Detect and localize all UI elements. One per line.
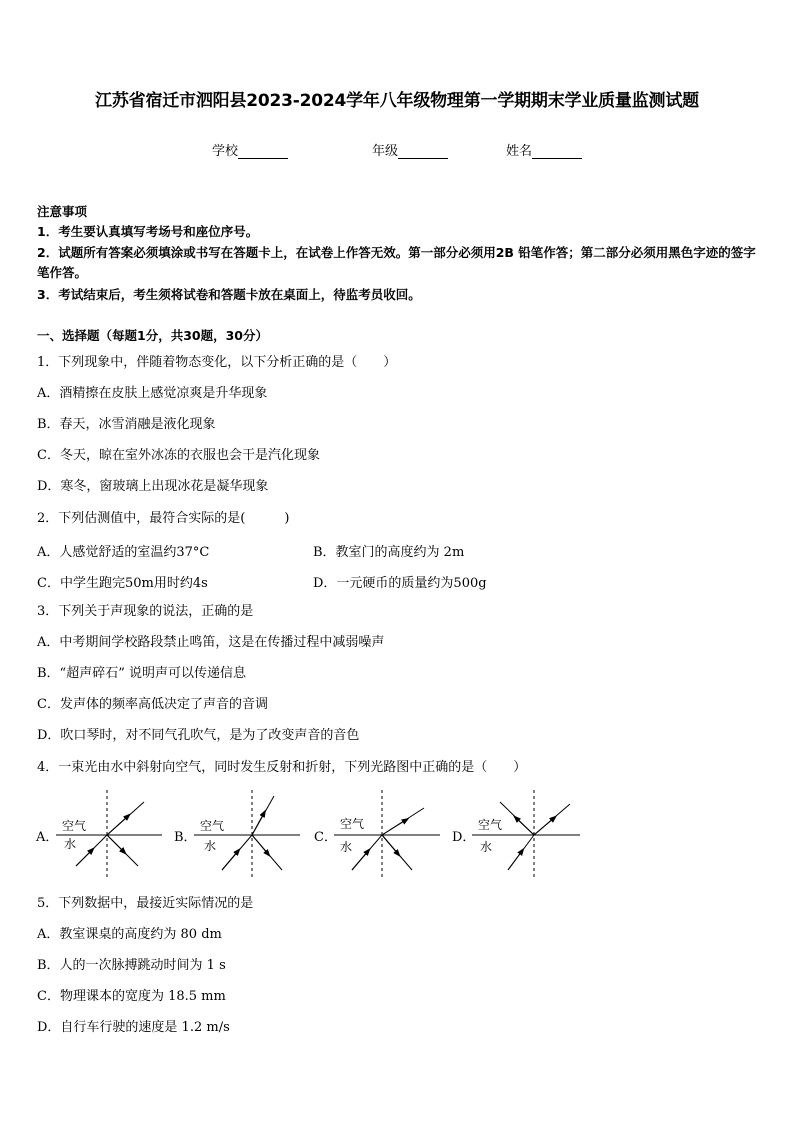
- ray-diagram-b: [174, 790, 300, 880]
- grade-blank: [398, 144, 448, 159]
- question-option: A．教室课桌的高度约为 80 dm: [37, 927, 222, 942]
- question-option: B．人的一次脉搏跳动时间为 1 s: [37, 958, 226, 973]
- page-title: 江苏省宿迁市泗阳县2023-2024学年八年级物理第一学期期末学业质量监测试题: [95, 91, 699, 111]
- question-stem: 5．下列数据中，最接近实际情况的是: [37, 896, 254, 911]
- name-blank: [532, 144, 582, 159]
- question-option: D．寒冬，窗玻璃上出现冰花是凝华现象: [37, 479, 269, 494]
- question-option: B．春天，冰雪消融是液化现象: [37, 417, 216, 432]
- question-option: A．人感觉舒适的室温约37°C: [37, 545, 210, 560]
- question-option: C．物理课本的宽度为 18.5 mm: [37, 989, 226, 1004]
- question-stem: 1．下列现象中，伴随着物态变化，以下分析正确的是（ ）: [37, 355, 397, 370]
- water-label: 水: [204, 839, 217, 853]
- ray-diagram-a: [36, 790, 162, 880]
- ray-diagram-c: [314, 790, 440, 880]
- notice-item: 2．试题所有答案必须填涂或书写在答题卡上，在试卷上作答无效。第一部分必须用2B 铅笔作答；第二部分必须用黑色字迹的签字笔作答。: [37, 245, 756, 280]
- question-option: A．中考期间学校路段禁止鸣笛，这是在传播过程中减弱噪声: [37, 635, 385, 650]
- question-stem: 4．一束光由水中斜射向空气，同时发生反射和折射，下列光路图中正确的是（ ）: [37, 760, 527, 775]
- question-option: D．自行车行驶的速度是 1.2 m/s: [37, 1020, 230, 1035]
- water-label: 水: [64, 837, 77, 851]
- question-option: C．中学生跑完50m用时约4s: [37, 576, 208, 591]
- ray-diagram-c-svg: [314, 790, 440, 880]
- name-label: 姓名: [506, 144, 533, 159]
- air-label: 空气: [62, 819, 87, 833]
- grade-label: 年级: [372, 144, 399, 159]
- air-label: 空气: [340, 817, 365, 831]
- question-option: D．吹口琴时，对不同气孔吹气，是为了改变声音的音色: [37, 728, 360, 743]
- question-option: B．教室门的高度约为 2m: [313, 545, 465, 560]
- grade-field: [372, 140, 448, 159]
- ray-diagram-a-svg: [36, 790, 162, 880]
- question-stem: 3．下列关于声现象的说法，正确的是: [37, 604, 254, 619]
- water-label: 水: [480, 840, 493, 854]
- notice-item: 1．考生要认真填写考场号和座位序号。: [37, 224, 259, 239]
- question-option: A．酒精擦在皮肤上感觉凉爽是升华现象: [37, 386, 268, 401]
- ray-diagram-b-svg: [174, 790, 300, 880]
- diagram-letter: B．: [174, 830, 197, 845]
- diagram-letter: D．: [452, 830, 476, 845]
- school-label: 学校: [212, 144, 239, 159]
- name-field: [506, 140, 582, 159]
- question-option: C．发声体的频率高低决定了声音的音调: [37, 697, 268, 712]
- school-blank: [238, 144, 288, 159]
- notice-item: 3．考试结束后，考生须将试卷和答题卡放在桌面上，待监考员收回。: [37, 287, 421, 302]
- ray-diagram-d: [452, 790, 582, 880]
- air-label: 空气: [200, 819, 225, 833]
- ray-diagram-d-svg: [452, 790, 582, 880]
- water-label: 水: [340, 840, 353, 854]
- question-stem: 2．下列估测值中，最符合实际的是( ): [37, 511, 290, 526]
- school-field: [212, 140, 288, 159]
- question-option: C．冬天，晾在室外冰冻的衣服也会干是汽化现象: [37, 448, 320, 463]
- notice-heading: 注意事项: [37, 204, 88, 219]
- diagram-letter: C．: [314, 830, 337, 845]
- question-option: D．一元硬币的质量约为500g: [313, 576, 487, 591]
- diagram-letter: A．: [36, 830, 59, 845]
- air-label: 空气: [478, 818, 503, 832]
- question-option: B．“超声碎石” 说明声可以传递信息: [37, 666, 246, 681]
- section-heading: 一、选择题（每题1分，共30题，30分）: [37, 328, 268, 343]
